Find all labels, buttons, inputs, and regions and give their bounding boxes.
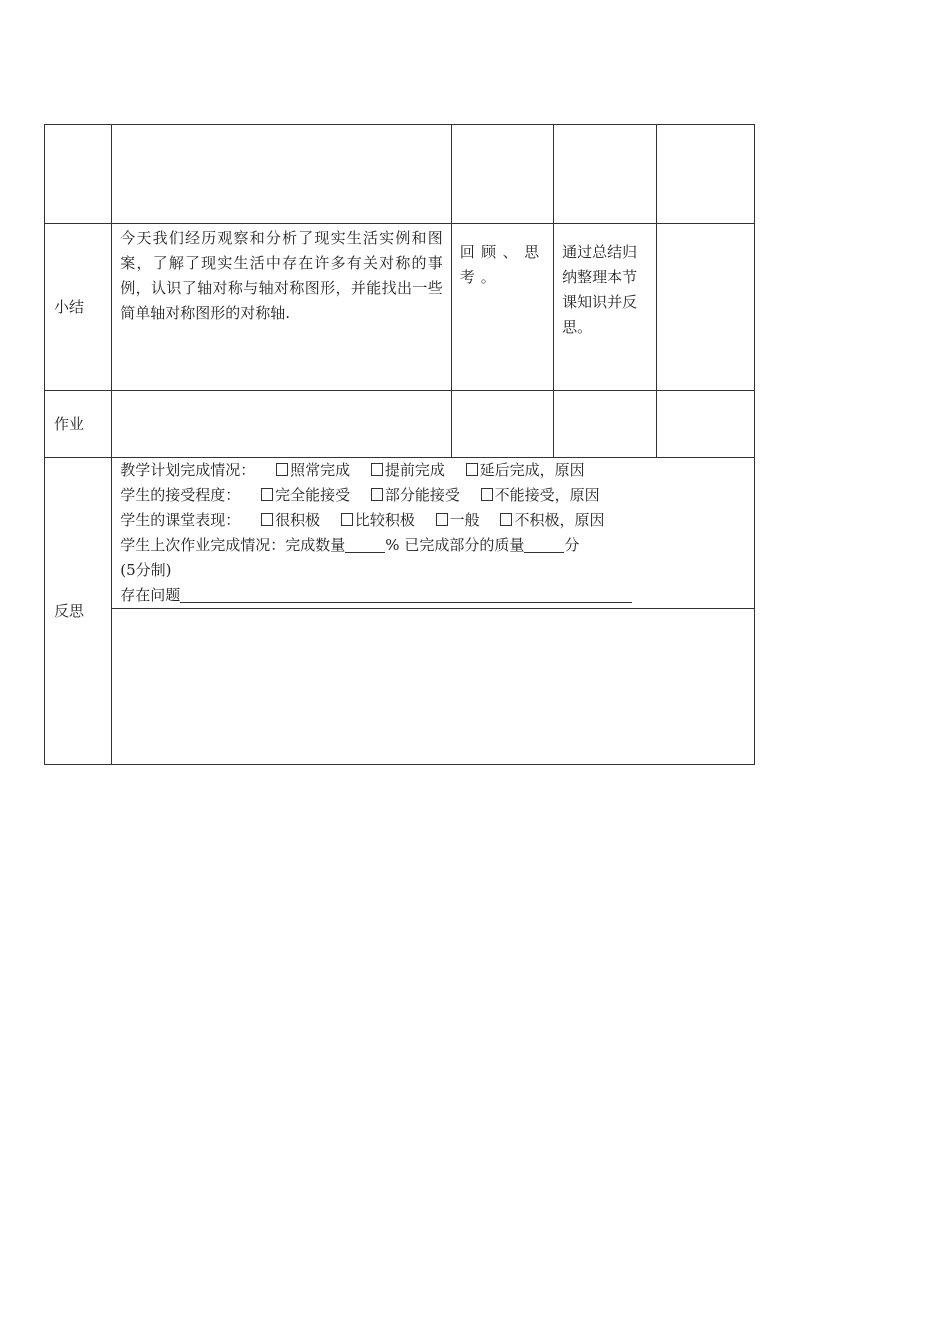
checkbox[interactable] (261, 513, 273, 526)
cell-empty (554, 125, 656, 224)
quality-blank[interactable] (524, 536, 564, 553)
checkbox[interactable] (261, 488, 273, 501)
acceptance-option: 完全能接受 (275, 486, 351, 504)
plan-option: 延后完成，原因 (479, 461, 585, 479)
cell-empty (112, 125, 451, 224)
summary-student-cell (451, 224, 553, 391)
cell-empty (451, 391, 553, 458)
completion-blank[interactable] (345, 536, 385, 553)
plan-option: 提前完成 (384, 461, 445, 479)
summary-content: 今天我们经历观察和分析了现实生活实例和图案，了解了现实生活中存在许多有关对称的事例，认识了轴对称与轴对称图形，并能找出一些简单轴对称图形的对称轴. (120, 229, 443, 322)
homework-content-cell (112, 391, 451, 458)
scale-note: (5分制) (120, 561, 172, 579)
percent-sign: % (385, 536, 400, 554)
quality-label: 已完成部分的质量 (404, 536, 525, 554)
acceptance-label: 学生的接受程度： (120, 486, 241, 504)
checkbox[interactable] (371, 463, 383, 476)
checkbox[interactable] (371, 488, 383, 501)
table-row-reflection-notes (45, 609, 755, 765)
summary-intent-cell (554, 224, 656, 391)
cell-empty (45, 125, 112, 224)
cell-empty (656, 125, 754, 224)
problems-line (120, 583, 746, 608)
plan-label: 教学计划完成情况： (120, 461, 256, 479)
performance-option: 不积极，原因 (514, 511, 605, 529)
cell-empty (554, 391, 656, 458)
problems-label: 存在问题 (120, 586, 181, 604)
table-row-empty (45, 125, 755, 224)
summary-intent: 通过总结归纳整理本节课知识并反思。 (562, 243, 638, 336)
performance-label: 学生的课堂表现： (120, 511, 241, 529)
summary-content-cell (112, 224, 451, 391)
checkbox[interactable] (436, 513, 448, 526)
cell-empty (656, 224, 754, 391)
cell-empty (451, 125, 553, 224)
table-row-homework (45, 391, 755, 458)
checkbox[interactable] (481, 488, 493, 501)
acceptance-option: 部分能接受 (384, 486, 460, 504)
checkbox[interactable] (500, 513, 512, 526)
homework-label: 作业 (45, 391, 112, 458)
summary-student-activity: 回顾、思考。 (459, 243, 546, 286)
reflection-form-cell (112, 458, 755, 609)
checkbox[interactable] (341, 513, 353, 526)
problems-blank[interactable] (180, 586, 632, 603)
performance-option: 很积极 (275, 511, 321, 529)
checkbox[interactable] (276, 463, 288, 476)
lesson-plan-table (44, 124, 755, 765)
acceptance-option: 不能接受，原因 (494, 486, 600, 504)
reflection-label: 反思 (45, 458, 112, 765)
performance-line (120, 508, 746, 533)
quality-unit: 分 (564, 536, 580, 554)
table-row-summary (45, 224, 755, 391)
reflection-form (112, 458, 754, 608)
cell-empty (656, 391, 754, 458)
plan-line (120, 458, 746, 483)
performance-option: 一般 (449, 511, 480, 529)
homework-completion-line (120, 533, 746, 558)
performance-option: 比较积极 (354, 511, 415, 529)
reflection-notes-cell[interactable] (112, 609, 755, 765)
checkbox[interactable] (466, 463, 478, 476)
acceptance-line (120, 483, 746, 508)
summary-label: 小结 (45, 224, 112, 391)
table-row-reflection (45, 458, 755, 609)
homework-completion-label: 学生上次作业完成情况：完成数量 (120, 536, 346, 554)
plan-option: 照常完成 (290, 461, 351, 479)
